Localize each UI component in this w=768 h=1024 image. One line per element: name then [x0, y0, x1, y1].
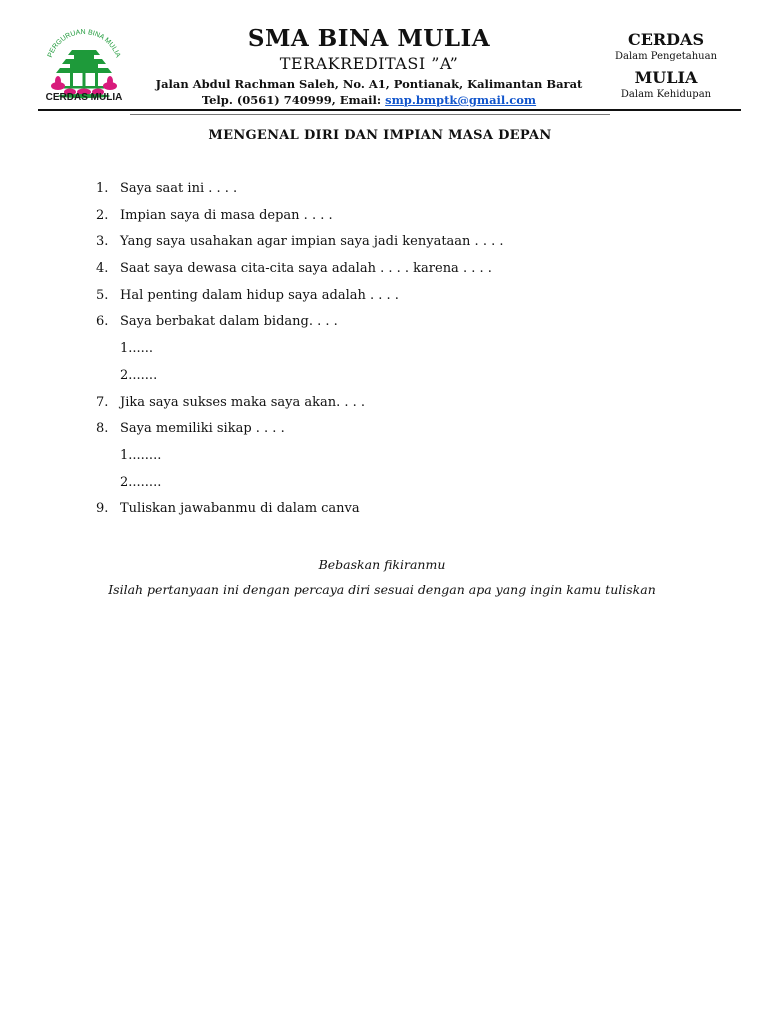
accreditation-status: TERAKREDITASI ”A” [279, 54, 459, 73]
question-text: Saya saat ini . . . . [120, 181, 238, 196]
question-number: 9. [96, 501, 109, 517]
motto-cerdas: CERDAS [627, 30, 705, 49]
school-name: SMA BINA MULIA [247, 25, 491, 52]
question-number: 4. [96, 261, 109, 277]
motto-mulia: MULIA [634, 68, 698, 87]
sub-item: 2........ [120, 474, 162, 490]
question-item [96, 309, 716, 336]
sub-item: 1........ [120, 447, 162, 463]
logo-caption: CERDAS MULIA [45, 92, 123, 103]
school-contact [150, 92, 588, 108]
email-link[interactable]: smp.bmptk@gmail.com [385, 93, 537, 107]
question-text: Saya berbakat dalam bidang. . . . [120, 314, 338, 330]
question-item [96, 283, 716, 310]
motto-pengetahuan: Dalam Pengetahuan [614, 51, 718, 62]
motto-kehidupan: Dalam Kehidupan [620, 89, 712, 100]
closing-note [0, 552, 764, 602]
document-title: MENGENAL DIRI DAN IMPIAN MASA DEPAN [208, 128, 552, 143]
question-text: Saya memiliki sikap . . . . [120, 421, 285, 437]
letterhead-divider [38, 109, 741, 111]
sub-item: 2....... [120, 367, 158, 383]
question-number: 8. [96, 421, 109, 437]
closing-line-2: Isilah pertanyaan ini dengan percaya diri sesuai dengan apa yang ingin kamu tuliskan [108, 582, 656, 597]
question-item [96, 416, 716, 443]
question-list [96, 176, 716, 523]
school-motto [604, 30, 728, 106]
question-text: Hal penting dalam hidup saya adalah . . . . [120, 287, 399, 303]
question-item [96, 496, 716, 523]
question-number: 1. [96, 181, 109, 196]
question-item [96, 229, 716, 256]
question-text: Tuliskan jawabanmu di dalam canva [120, 501, 360, 517]
letterhead-divider-thin [130, 114, 610, 115]
closing-line-1: Bebaskan fikiranmu [318, 557, 446, 572]
question-number: 5. [96, 287, 109, 303]
question-number: 6. [96, 314, 109, 330]
sub-item: 1...... [120, 341, 154, 357]
question-item [96, 176, 716, 203]
question-text: Jika saya sukses maka saya akan. . . . [120, 394, 366, 410]
school-address: Jalan Abdul Rachman Saleh, No. A1, Pontianak, Kalimantan Barat [155, 77, 583, 91]
contact-phone: Telp. (0561) 740999, Email: [201, 93, 386, 107]
logo-arc-text: PERGURUAN BINA MULIA [46, 28, 122, 59]
question-number: 7. [96, 394, 109, 410]
question-text: Impian saya di masa depan . . . . [120, 207, 333, 223]
question-item [96, 390, 716, 417]
question-text: Saat saya dewasa cita-cita saya adalah . . . . karena . . . . [120, 261, 492, 277]
question-text: Yang saya usahakan agar impian saya jadi kenyataan . . . . [120, 234, 504, 250]
question-item [96, 256, 716, 283]
letterhead-center [150, 24, 588, 108]
question-item [96, 203, 716, 230]
question-number: 3. [96, 234, 109, 250]
question-number: 2. [96, 207, 109, 223]
